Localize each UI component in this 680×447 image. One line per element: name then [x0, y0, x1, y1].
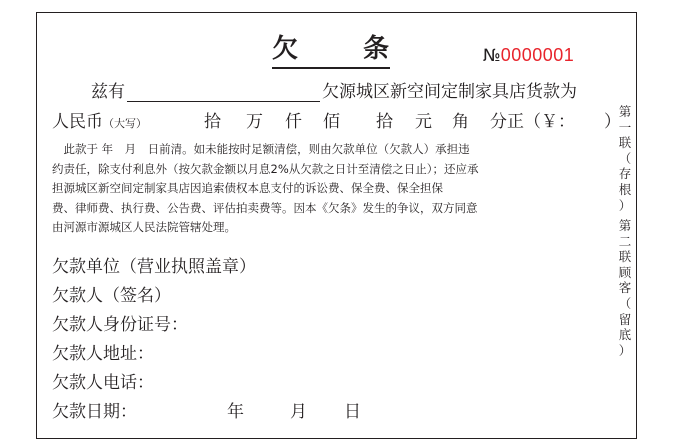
side-char: 联 [618, 249, 632, 265]
date-month: 月 [290, 402, 307, 422]
creditor-blank-line [127, 101, 320, 102]
side-char: 第 [618, 218, 632, 233]
serial-value: 0000001 [500, 45, 575, 65]
unit-jiao: 角 [452, 112, 469, 132]
clause-line: 约责任，除支付利息外（按欠款金额以月息2%从欠款之日计至清偿之日止）；还应承 [52, 161, 479, 176]
side-label-first-copy [617, 104, 633, 213]
side-char: 顾 [618, 264, 632, 280]
currency-label [52, 111, 147, 135]
title-underline [272, 67, 390, 69]
rmb-label: 人民币 [52, 112, 103, 132]
side-char: ） [618, 197, 632, 213]
side-char: 留 [618, 311, 632, 327]
clause-line: 此款于 年 月 日前清。如未能按时足额清偿，则由欠款单位（欠款人）承担违 [52, 142, 470, 156]
unit-wan: 万 [246, 112, 263, 132]
unit-fen-zheng: 分正（￥： [490, 112, 575, 132]
debtor-id-label: 欠款人身份证号： [52, 315, 188, 335]
line1-tail: 欠源城区新空间定制家具店货款为 [322, 82, 577, 102]
side-label-second-copy [617, 218, 633, 358]
clause-line: 由河源市源城区人民法院管辖处理。 [52, 220, 236, 235]
form-title: 欠 条 [272, 34, 418, 64]
debtor-address-label: 欠款人地址： [52, 344, 154, 364]
side-char: 二 [618, 233, 632, 249]
side-char: ） [618, 342, 632, 358]
unit-qian: 仟 [285, 112, 302, 132]
side-char: 存 [618, 166, 632, 182]
side-char: （ [618, 295, 632, 311]
unit-shi-2: 拾 [376, 112, 393, 132]
numero-sign: № [483, 46, 501, 66]
side-char: 客 [618, 280, 632, 296]
side-char: （ [618, 150, 632, 166]
unit-shi-1: 拾 [204, 112, 221, 132]
date-day: 日 [344, 402, 361, 422]
debt-date-label: 欠款日期： [52, 402, 137, 422]
clause-line: 费、律师费、执行费、公告费、评估拍卖费等。因本《欠条》发生的争议，双方同意 [52, 200, 478, 215]
line1-lead: 兹有 [91, 82, 125, 102]
debtor-unit-label: 欠款单位（营业执照盖章） [52, 257, 256, 277]
serial-number [483, 44, 574, 67]
date-year: 年 [227, 402, 244, 422]
unit-bai: 佰 [323, 112, 340, 132]
side-char: 一 [618, 119, 632, 135]
capital-note: （大写） [103, 117, 147, 130]
side-char: 联 [618, 135, 632, 151]
unit-yuan: 元 [415, 112, 432, 132]
debtor-signature-label: 欠款人（签名） [52, 286, 171, 306]
clause-line: 担源城区新空间定制家具店因追索债权本息支付的诉讼费、保全费、保全担保 [52, 181, 443, 196]
side-char: 第 [618, 104, 632, 119]
side-char: 底 [618, 327, 632, 343]
terms-clause [52, 140, 617, 238]
unit-close-paren: ） [604, 112, 621, 132]
side-char: 根 [618, 181, 632, 197]
debtor-phone-label: 欠款人电话： [52, 373, 154, 393]
